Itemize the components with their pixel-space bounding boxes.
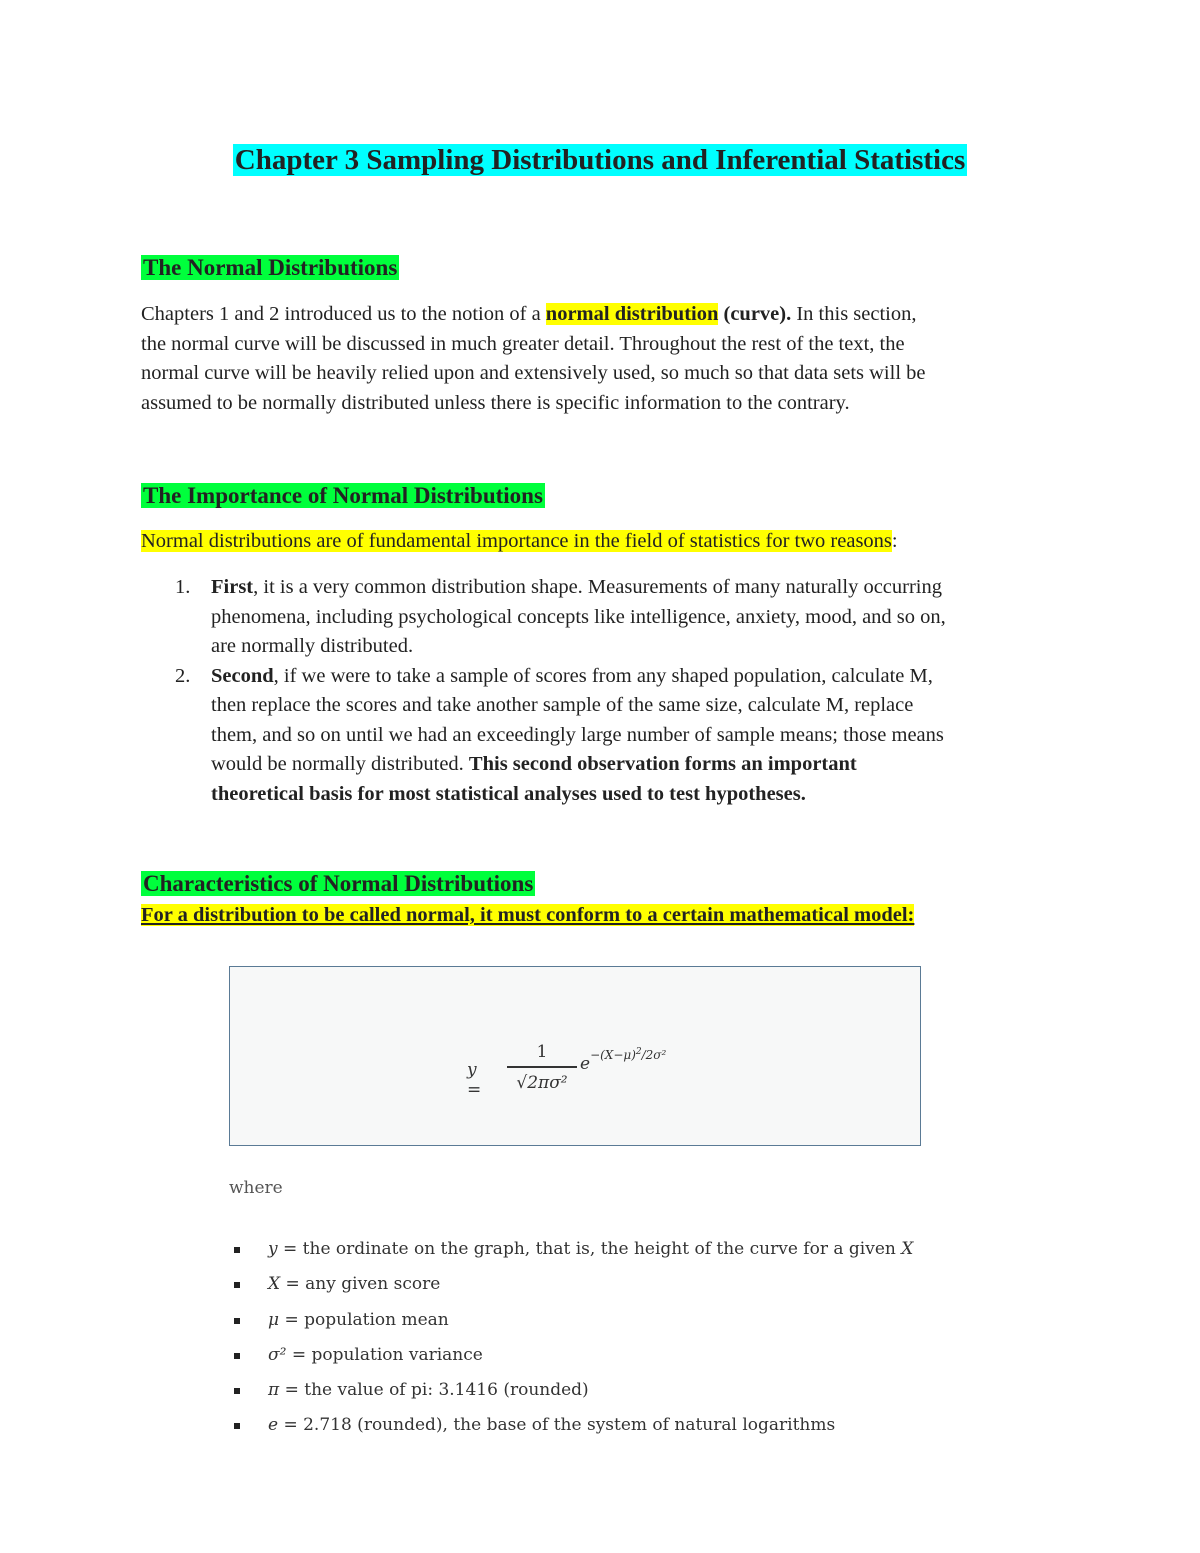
intro-paragraph	[141, 300, 1061, 418]
intro-line-2: the normal curve will be discussed in much greater detail. Throughout the rest of the text, the	[141, 332, 905, 355]
list-item	[232, 1269, 932, 1304]
list-item-text: , if we were to take a sample of scores from any shaped population, calculate M,	[273, 664, 933, 687]
list-item	[141, 662, 1061, 810]
list-item-text: would be normally distributed.	[211, 753, 469, 775]
normal-distribution-term: normal distribution	[545, 303, 719, 325]
section-heading-importance	[141, 481, 545, 511]
list-item	[232, 1234, 932, 1269]
list-item	[232, 1375, 932, 1410]
curve-term: (curve).	[718, 303, 792, 325]
formula-exponential	[580, 1047, 667, 1074]
characteristics-subheading-text: For a distribution to be called normal, it must conform to a certain mathematical model:	[141, 904, 915, 926]
list-item-bold: This second observation forms an important	[468, 753, 857, 775]
list-item-bold: First	[211, 576, 254, 598]
definition-text: = 2.718 (rounded), the base of the system of natural logarithms	[278, 1415, 836, 1436]
list-item-line	[211, 780, 1061, 810]
chapter-title	[0, 140, 1200, 180]
bullet-icon	[234, 1247, 240, 1253]
list-item-bold: Second	[211, 664, 274, 687]
formula-numerator: 1	[536, 1042, 548, 1062]
bullet-icon	[234, 1353, 240, 1359]
characteristics-subheading	[141, 900, 914, 930]
section-heading-text: Characteristics of Normal Distributions	[143, 871, 534, 896]
importance-intro-colon: :	[891, 530, 898, 552]
chapter-title-text: Chapter 3 Sampling Distributions and Inferential Statistics	[234, 144, 966, 176]
list-item-line: then replace the scores and take another sample of the same size, calculate M, replace	[211, 694, 914, 716]
definition-symbol: X	[268, 1274, 281, 1295]
definition-text: = the ordinate on the graph, that is, the height of the curve for a given	[277, 1239, 902, 1259]
formula-fraction	[507, 1040, 577, 1096]
formula-base: e	[580, 1054, 591, 1074]
list-item-line	[211, 750, 1061, 780]
list-item	[232, 1410, 932, 1445]
formula-exponent	[590, 1048, 666, 1062]
list-item-text: , it is a very common distribution shape. Measurements of many naturally occurring	[253, 576, 942, 598]
list-item	[232, 1305, 932, 1340]
definition-symbol: e	[268, 1415, 279, 1436]
definition-symbol: μ	[268, 1309, 280, 1330]
list-item-bold: theoretical basis for most statistical analyses used to test hypotheses.	[211, 782, 806, 805]
intro-text: Chapters 1 and 2 introduced us to the notion of a	[141, 303, 546, 325]
bullet-icon	[234, 1318, 240, 1324]
importance-list	[141, 573, 1061, 809]
section-heading-text: The Importance of Normal Distributions	[143, 483, 543, 508]
definition-text: = population mean	[279, 1309, 449, 1330]
definition-text: = the value of pi: 3.1416 (rounded)	[279, 1380, 589, 1401]
bullet-icon	[234, 1388, 240, 1394]
definitions-list	[232, 1234, 932, 1446]
definition-symbol: σ²	[268, 1344, 287, 1365]
definition-symbol: X	[901, 1239, 914, 1259]
section-heading-text: The Normal Distributions	[143, 255, 398, 280]
list-item-line	[211, 573, 1061, 603]
list-item-line	[211, 662, 1061, 692]
section-heading-normal-distributions	[141, 253, 399, 283]
bullet-icon	[234, 1423, 240, 1429]
exponent-main: −(X−μ)	[590, 1048, 636, 1062]
definition-text: = population variance	[286, 1344, 483, 1365]
importance-intro	[141, 527, 1061, 557]
exponent-tail: /2σ²	[641, 1048, 667, 1062]
exponent-power: 2	[635, 1047, 642, 1057]
section-heading-characteristics	[141, 869, 535, 899]
intro-line-4: assumed to be normally distributed unless there is specific information to the contrary.	[141, 391, 850, 414]
formula-lhs: y =	[467, 1060, 482, 1100]
intro-line-1	[141, 300, 1061, 330]
list-number: 2.	[175, 664, 191, 687]
where-label: where	[229, 1178, 283, 1198]
list-item-line: phenomena, including psychological concepts like intelligence, anxiety, mood, and so on,	[211, 605, 946, 628]
importance-intro-text: Normal distributions are of fundamental importance in the field of statistics for two reasons	[141, 530, 892, 552]
intro-text-rest: In this section,	[791, 303, 917, 325]
list-item	[232, 1340, 932, 1375]
intro-line-3: normal curve will be heavily relied upon and extensively used, so much so that data sets will be	[141, 362, 926, 384]
list-item	[141, 573, 1061, 662]
list-item-line: are normally distributed.	[211, 635, 414, 657]
bullet-icon	[234, 1282, 240, 1288]
definition-symbol: π	[268, 1380, 280, 1401]
formula-denominator: √2πσ²	[516, 1072, 568, 1093]
definition-symbol: y	[268, 1239, 278, 1259]
definition-text: = any given score	[280, 1274, 441, 1295]
list-number: 1.	[175, 576, 191, 598]
fraction-bar	[507, 1066, 577, 1068]
list-item-line: them, and so on until we had an exceedingly large number of sample means; those means	[211, 723, 944, 746]
